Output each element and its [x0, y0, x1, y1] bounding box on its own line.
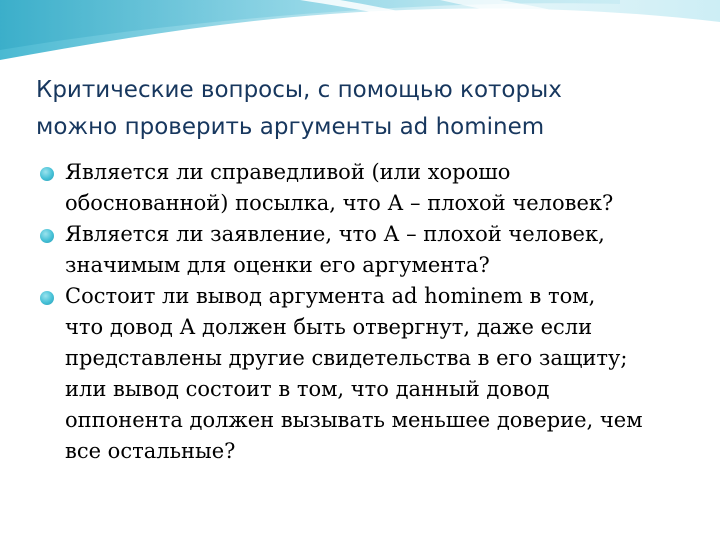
bullet-dot-icon	[40, 291, 54, 305]
bullet-item	[40, 219, 700, 281]
bullet-text-line: что довод А должен быть отвергнут, даже если	[65, 315, 593, 339]
bullet-text-line: представлены другие свидетельства в его защиту;	[65, 346, 628, 370]
bullet-text-line: Состоит ли вывод аргумента ad hominem в том,	[65, 284, 596, 308]
bullet-list	[40, 157, 700, 467]
bullet-text-line: оппонента должен вызывать меньшее доверие, чем	[65, 408, 643, 432]
slide-title	[36, 72, 696, 146]
bullet-text-line: Является ли заявление, что А – плохой человек,	[65, 222, 605, 246]
slide-title-line: можно проверить аргументы ad hominem	[36, 114, 545, 140]
header-wave-decoration	[0, 0, 720, 80]
bullet-item	[40, 281, 700, 467]
bullet-text-line: обоснованной) посылка, что А – плохой человек?	[65, 191, 614, 215]
bullet-item	[40, 157, 700, 219]
bullet-dot-icon	[40, 167, 54, 181]
bullet-dot-icon	[40, 229, 54, 243]
bullet-text-line: Является ли справедливой (или хорошо	[65, 160, 511, 184]
slide-title-line: Критические вопросы, с помощью которых	[36, 77, 562, 103]
bullet-text-line: все остальные?	[65, 439, 236, 463]
bullet-text-line: значимым для оценки его аргумента?	[65, 253, 490, 277]
bullet-text-line: или вывод состоит в том, что данный довод	[65, 377, 550, 401]
